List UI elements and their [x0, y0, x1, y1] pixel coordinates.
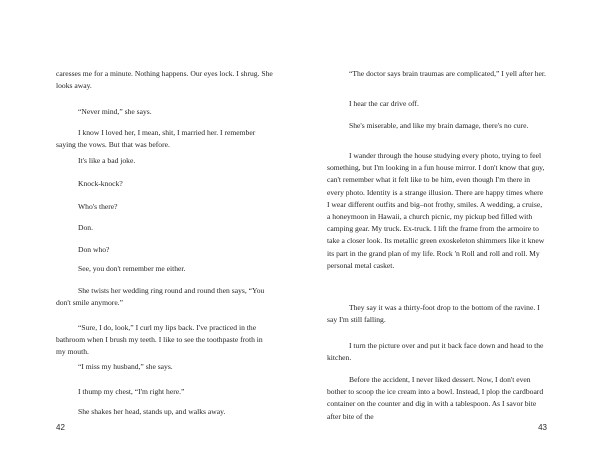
paragraph: Don who? — [78, 245, 110, 254]
paragraph: Knock-knock? — [78, 179, 123, 188]
paragraph: It's like a bad joke. — [78, 156, 136, 165]
paragraph: “Sure, I do, look,” I curl my lips back. I've practiced in the bathroom when I brush my teeth. I like to see the toothpaste froth in my mouth. — [56, 323, 263, 357]
paragraph: I thump my chest, “I'm right here.” — [78, 387, 185, 396]
left-page — [56, 0, 274, 463]
paragraph: “I miss my husband,” she says. — [78, 362, 173, 371]
paragraph: caresses me for a minute. Nothing happens. Our eyes lock. I shrug. She looks away. — [56, 69, 273, 91]
page-number: 43 — [538, 423, 547, 432]
paragraph: I hear the car drive off. — [349, 99, 419, 108]
paragraph: Don. — [78, 223, 93, 232]
paragraph: They say it was a thirty-foot drop to the bottom of the ravine. I say I'm still falling. — [327, 303, 540, 325]
paragraph: I know I loved her, I mean, shit, I married her. I remember saying the vows. But that was before. — [56, 128, 256, 150]
paragraph: “The doctor says brain traumas are complicated,” I yell after her. — [349, 69, 546, 78]
paragraph: She's miserable, and like my brain damage, there's no cure. — [349, 121, 529, 130]
paragraph: Who's there? — [78, 202, 118, 211]
page-number: 42 — [56, 423, 65, 432]
paragraph: “Never mind,” she says. — [78, 107, 152, 116]
paragraph: Before the accident, I never liked dessert. Now, I don't even bother to scoop the ice cream into a bowl. Instead, I plop the cardboard container on the counter and dig in with a tablespoon. As I savor bite after bite of the — [327, 375, 544, 421]
right-page — [327, 0, 547, 463]
paragraph: I turn the picture over and put it back face down and head to the kitchen. — [327, 341, 544, 363]
paragraph: She shakes her head, stands up, and walks away. — [78, 407, 226, 416]
paragraph: She twists her wedding ring round and round then says, “You don't smile anymore.” — [56, 286, 265, 308]
paragraph: I wander through the house studying every photo, trying to feel something, but I'm looking in a fun house mirror. I don't know that guy, can't remember what it felt like to be him, even though I'm there in every photo. Identity is a strange illusion. There are happy times where I wear different outfits and big–not frothy, smiles. A wedding, a cruise, a honeymoon in Hawaii, a church picnic, my pickup bed filled with camping gear. My truck. Ex-truck. I lift the frame from the armoire to take a closer look. Its metallic green exoskeleton shimmers like it knew its part in the grand plan of my life. Rock 'n Roll and roll and roll. My personal metal casket. — [327, 151, 545, 270]
paragraph: See, you don't remember me either. — [78, 264, 186, 273]
